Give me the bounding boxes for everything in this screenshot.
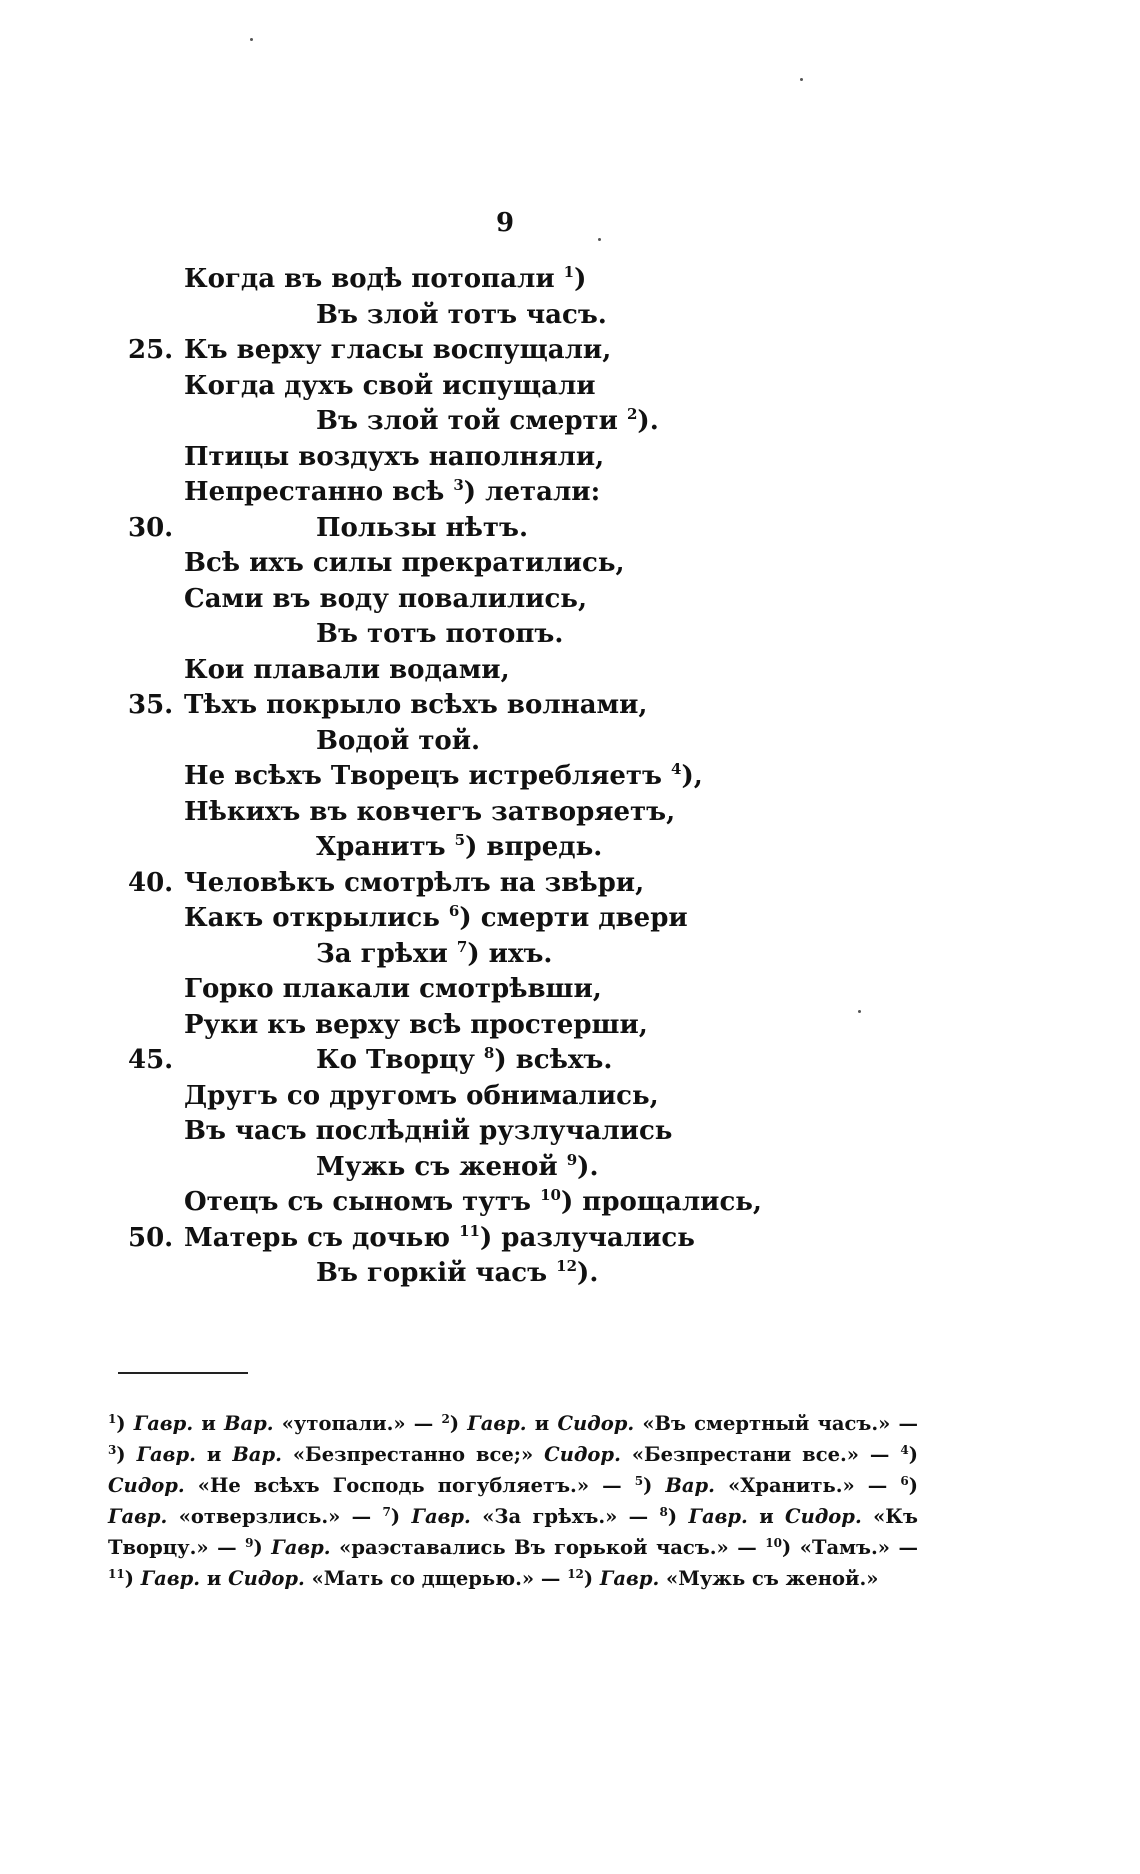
line-words: Тѣхъ покрыло всѣхъ волнами, [184, 690, 648, 720]
line-words: Сами въ воду повалились, [184, 583, 587, 614]
footnote-number: 10 [765, 1536, 782, 1550]
line-text [316, 1256, 598, 1292]
footnote-variant: «утопали.» — [273, 1412, 442, 1435]
footnote-separator [118, 1372, 248, 1374]
line-words: Нѣкихъ въ ковчегъ затворяетъ, [184, 796, 676, 827]
footnote-variant: «Мать со дщерью.» — [304, 1567, 568, 1590]
footnote-number: 5 [634, 1474, 644, 1488]
line-number: 50. [128, 1222, 174, 1253]
footnote-ref: 4 [671, 760, 682, 778]
footnote-variant: «Не всѣхъ Господь погубляетъ.» — [184, 1474, 635, 1497]
poem-line [0, 440, 1140, 476]
speck [800, 78, 803, 81]
line-tail: ) всѣхъ. [494, 1045, 613, 1075]
poem-line [0, 262, 1140, 298]
poem-line [0, 404, 1140, 440]
line-text [184, 546, 625, 582]
poem-line [0, 724, 1140, 760]
line-words: Мужь съ женой [316, 1151, 558, 1182]
footnote-ref: 10 [540, 1186, 561, 1204]
line-number: 45. [128, 1045, 174, 1075]
footnote-variant: «Къ Творцу.» — [108, 1505, 918, 1559]
poem-line [0, 1079, 1140, 1115]
line-words: Горко плакали смотрѣвши, [184, 974, 602, 1004]
line-tail: ) впредь. [465, 832, 603, 862]
footnote-source: Гавр. [140, 1567, 201, 1590]
line-words: Птицы воздухъ наполняли, [184, 441, 605, 472]
speck [598, 238, 601, 241]
footnote-conj: и [747, 1505, 786, 1528]
footnote-ref: 5 [454, 831, 466, 849]
poem-line [0, 795, 1140, 831]
line-tail: ). [577, 1151, 599, 1182]
footnote-number: 11 [108, 1567, 125, 1581]
line-words: За грѣхи [316, 938, 448, 969]
footnote-source: Вар. [665, 1474, 715, 1497]
line-words: Хранитъ [316, 832, 446, 862]
poem-line [0, 1008, 1140, 1044]
line-words: Отецъ съ сыномъ тутъ [184, 1187, 531, 1217]
footnote-ref: 2 [626, 405, 638, 423]
poem-line [0, 475, 1140, 511]
line-words: Когда въ водѣ потопали [184, 264, 555, 294]
line-text [316, 511, 528, 547]
line-text [184, 333, 611, 369]
footnote-source: Гавр. [688, 1505, 748, 1528]
footnote-variant: «отверзлись.» — [167, 1505, 383, 1528]
line-text [184, 653, 510, 689]
footnotes: $^1$) Гавр. и Вар. «утопали.» — $^2$) Гавр. и Сидор. «Въ смертный часъ.» — $^3$) Гавр. и Вар. «Безпрестанно все;» Сидор. «Безпрестани все.» — $^4$) Сидор. «Не всѣхъ Господь погубляетъ.» — $^5$) Вар. «Хранить.» — $^6$) Гавр. «отверзлись.» — $^7$) Гавр. «За грѣхъ.» — $^8$) Гавр. и Сидор. «Къ Творцу.» — $^9$) Гавр. «раэставались Въ горькой часъ.» — $^{10}$) «Тамъ.» — $^{11}$) Гавр. и Сидор. «Мать со дщерью.» — $^{12}$) Гавр. «Мужь съ женой.» [108, 1412, 919, 1590]
line-text [184, 262, 586, 298]
line-words: Когда духъ свой испущали [184, 370, 596, 401]
footnote-conj: и [195, 1443, 233, 1466]
poem-line [0, 653, 1140, 689]
footnote-number: 3 [108, 1443, 117, 1457]
footnote-number: 9 [245, 1536, 254, 1550]
line-text [184, 1221, 695, 1257]
poem-line [0, 1114, 1140, 1150]
line-text [184, 440, 604, 476]
poem-line [0, 1221, 1140, 1257]
line-tail: ) ихъ. [467, 938, 553, 969]
poem-line [0, 759, 1140, 795]
line-words: Въ злой тотъ часъ. [316, 299, 607, 330]
poem-line [0, 937, 1140, 973]
line-text [184, 582, 587, 618]
footnote-source: Гавр. [108, 1505, 168, 1528]
footnote-source: Гавр. [136, 1443, 196, 1466]
line-words: Кои плавали водами, [184, 654, 510, 685]
line-words: Другъ со другомъ обнимались, [184, 1080, 659, 1111]
line-words: Матерь съ дочью [184, 1222, 450, 1253]
line-text [316, 1150, 599, 1186]
line-words: Въ часъ послѣдній рузлучались [184, 1116, 673, 1146]
poem-line [0, 972, 1140, 1008]
footnote-variant: «Въ смертный часъ.» — [634, 1412, 918, 1435]
line-words: Какъ открылись [184, 903, 440, 933]
poem-line [0, 1185, 1140, 1221]
line-words: Въ горкій часъ [316, 1258, 548, 1288]
poem-line [0, 901, 1140, 937]
line-text [184, 1079, 659, 1115]
footnote-source: Сидор. [228, 1567, 305, 1590]
footnote-number: 1 [108, 1412, 117, 1426]
line-text [184, 901, 688, 937]
poem-line [0, 617, 1140, 653]
line-number: 30. [128, 512, 174, 543]
footnote-number: 4 [900, 1443, 909, 1457]
line-words: Въ тотъ потопъ. [316, 619, 564, 649]
line-tail: ) прощались, [560, 1187, 762, 1217]
footnote-variant: «Безпрестани все.» — [620, 1443, 901, 1466]
footnote-source: Вар. [223, 1412, 274, 1435]
line-tail: ). [577, 1258, 599, 1288]
poem-line [0, 1150, 1140, 1186]
footnote-source: Гавр. [411, 1505, 471, 1528]
poem-line [0, 546, 1140, 582]
poem-line [0, 1256, 1140, 1292]
footnote-source: Сидор. [785, 1505, 862, 1528]
line-tail: ) летали: [463, 477, 601, 507]
line-number: 40. [128, 867, 174, 898]
line-text [184, 759, 703, 795]
line-words: Пользы нѣтъ. [316, 512, 528, 543]
poem-line [0, 369, 1140, 405]
line-text [316, 1043, 612, 1079]
footnote-number: 8 [659, 1505, 668, 1519]
footnote-source: Гавр. [133, 1412, 194, 1435]
line-tail: ) разлучались [479, 1222, 695, 1253]
footnote-conj: и [526, 1412, 558, 1435]
footnote-number: 7 [382, 1505, 391, 1519]
footnote-ref: 3 [453, 476, 464, 494]
poem-line [0, 511, 1140, 547]
line-words: Человѣкъ смотрѣлъ на звѣри, [184, 867, 645, 898]
speck [250, 38, 253, 41]
footnote-variant: «Тамъ.» — [799, 1536, 918, 1559]
line-text [184, 972, 602, 1008]
line-text [316, 404, 659, 440]
line-words: Ко Творцу [316, 1045, 475, 1075]
line-number: 25. [128, 335, 174, 365]
line-words: Всѣ ихъ силы прекратились, [184, 548, 625, 578]
footnote-variant: «Безпрестанно все;» [281, 1443, 545, 1466]
footnote-source: Вар. [232, 1443, 282, 1466]
poem-line [0, 333, 1140, 369]
line-words: Непрестанно всѣ [184, 477, 445, 507]
footnote-source: Гавр. [467, 1412, 527, 1435]
line-text [316, 724, 480, 760]
poem-line [0, 830, 1140, 866]
line-words: Не всѣхъ Творецъ истребляетъ [184, 761, 662, 791]
footnote-ref: 7 [456, 937, 468, 956]
footnote-variant: «раэставались Въ горькой часъ.» — [330, 1536, 766, 1559]
footnote-conj: и [200, 1567, 229, 1590]
footnote-source: Сидор. [557, 1412, 635, 1435]
footnote-conj: и [193, 1412, 224, 1435]
footnote-ref: 9 [566, 1150, 578, 1169]
line-tail: ) смерти двери [459, 903, 688, 933]
poem-line [0, 866, 1140, 902]
line-words: Руки къ верху всѣ простерши, [184, 1009, 648, 1040]
line-text [316, 937, 552, 973]
line-words: Къ верху гласы воспущали, [184, 335, 612, 365]
line-words: Водой той. [316, 725, 481, 756]
poem-line [0, 688, 1140, 724]
line-tail: ), [681, 761, 703, 791]
poem-line [0, 1043, 1140, 1079]
line-text [184, 688, 647, 724]
line-text [184, 475, 600, 511]
footnote-variant: «Мужь съ женой.» [659, 1567, 879, 1590]
line-text [184, 795, 675, 831]
line-text [184, 866, 644, 902]
footnote-source: Сидор. [108, 1474, 185, 1497]
line-text [184, 1114, 672, 1150]
footnote-ref: 1 [563, 263, 575, 281]
line-text [316, 617, 563, 653]
line-text [316, 830, 602, 866]
line-text [316, 298, 607, 334]
line-number: 35. [128, 690, 174, 720]
footnote-variant: «За грѣхъ.» — [470, 1505, 660, 1528]
footnote-ref: 11 [459, 1221, 480, 1240]
line-text [184, 1008, 648, 1044]
footnote-number: 6 [900, 1474, 909, 1488]
footnote-source: Сидор. [544, 1443, 621, 1466]
footnote-variant: «Хранить.» — [714, 1474, 901, 1497]
footnote-number: 12 [567, 1567, 584, 1581]
poem-line [0, 298, 1140, 334]
page-number: 9 [495, 208, 515, 238]
line-text [184, 369, 596, 405]
footnote-ref: 6 [448, 902, 460, 920]
footnote-source: Гавр. [599, 1567, 660, 1590]
line-words: Въ злой той смерти [316, 406, 618, 436]
line-tail: ). [637, 406, 659, 436]
footnote-source: Гавр. [271, 1536, 331, 1559]
footnote-ref: 8 [483, 1044, 495, 1062]
poem [0, 262, 1140, 1292]
line-text [184, 1185, 762, 1221]
footnote-number: 2 [441, 1412, 450, 1426]
line-tail: ) [574, 264, 587, 294]
footnote-ref: 12 [556, 1257, 578, 1275]
poem-line [0, 582, 1140, 618]
